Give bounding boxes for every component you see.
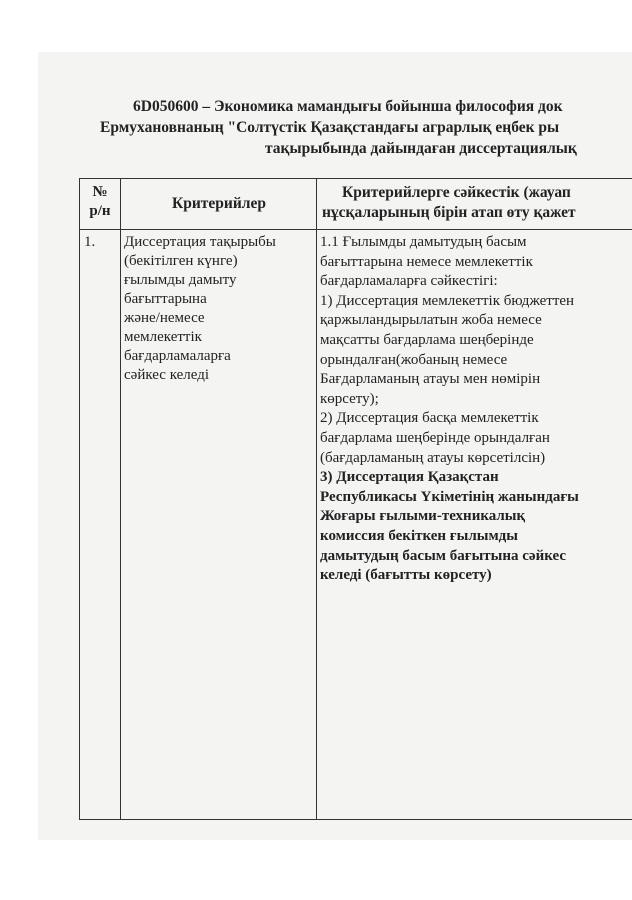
compliance-line: 1) Диссертация мемлекеттік бюджеттен [320,292,575,309]
compliance-bold-line: комиссия бекіткен ғылымды [320,527,518,544]
compliance-header-line-1: Критерийлерге сәйкестік (жауап [342,184,571,201]
criteria-line: ғылымды дамыту [124,272,237,288]
column-divider [120,179,121,819]
compliance-line: бағдарламаларға сәйкестігі: [320,273,498,290]
criteria-line: (бекітілген күнге) [124,253,238,269]
compliance-line: Бағдарламаның атауы мен нөмірін [320,371,541,388]
number-symbol: № [92,184,108,200]
scanned-sheet [38,52,632,840]
compliance-bold-line: Жоғары ғылыми-техникалық [320,508,526,525]
compliance-line: бағдарлама шеңберінде орындалған [320,429,550,446]
criteria-line: бағыттарына [124,291,207,307]
compliance-header-line-2: нұсқаларының бірін атап өту қажет [322,204,576,221]
compliance-bold-line: Республикасы Үкіметінің жанындағы [320,488,579,505]
compliance-cell [320,233,632,586]
header-line-1: 6D050600 – Экономика мамандығы бойынша философия док [133,98,563,115]
criteria-line: және/немесе [124,310,205,326]
criteria-line: бағдарламаларға [124,348,231,364]
column-header-number [80,183,120,221]
column-header-criteria: Критерийлер [172,195,266,212]
row-number: 1. [84,234,96,250]
criteria-cell [124,233,314,385]
compliance-line: орындалған(жобаның немесе [320,351,508,368]
compliance-line: қаржыландырылатын жоба немесе [320,312,542,329]
compliance-bold-line: 3) Диссертация Қазақстан [320,469,499,486]
criteria-line: мемлекеттік [124,329,202,345]
number-abbrev: р/н [89,203,111,219]
compliance-line: бағыттарына немесе мемлекеттік [320,253,533,270]
compliance-line: көрсету); [320,390,379,407]
criteria-line: сәйкес келеді [124,367,210,383]
compliance-line: мақсатты бағдарлама шеңберінде [320,331,534,348]
compliance-line: (бағдарламаның атауы көрсетілсін) [320,449,546,466]
compliance-bold-line: келеді (бағытты көрсету) [320,567,492,584]
header-divider [80,229,632,230]
compliance-line: 1.1 Ғылымды дамытудың басым [320,234,527,250]
header-line-2: Ермухановнаның "Солтүстік Қазақстандағы аграрлық еңбек ры [100,119,560,136]
compliance-bold-line: дамытудың басым бағытына сәйкес [320,547,566,564]
criteria-line: Диссертация тақырыбы [124,234,276,250]
header-line-3: тақырыбында дайындаған диссертациялық [265,140,577,157]
compliance-line: 2) Диссертация басқа мемлекеттік [320,410,539,427]
criteria-table [79,178,632,820]
column-divider [316,179,317,819]
